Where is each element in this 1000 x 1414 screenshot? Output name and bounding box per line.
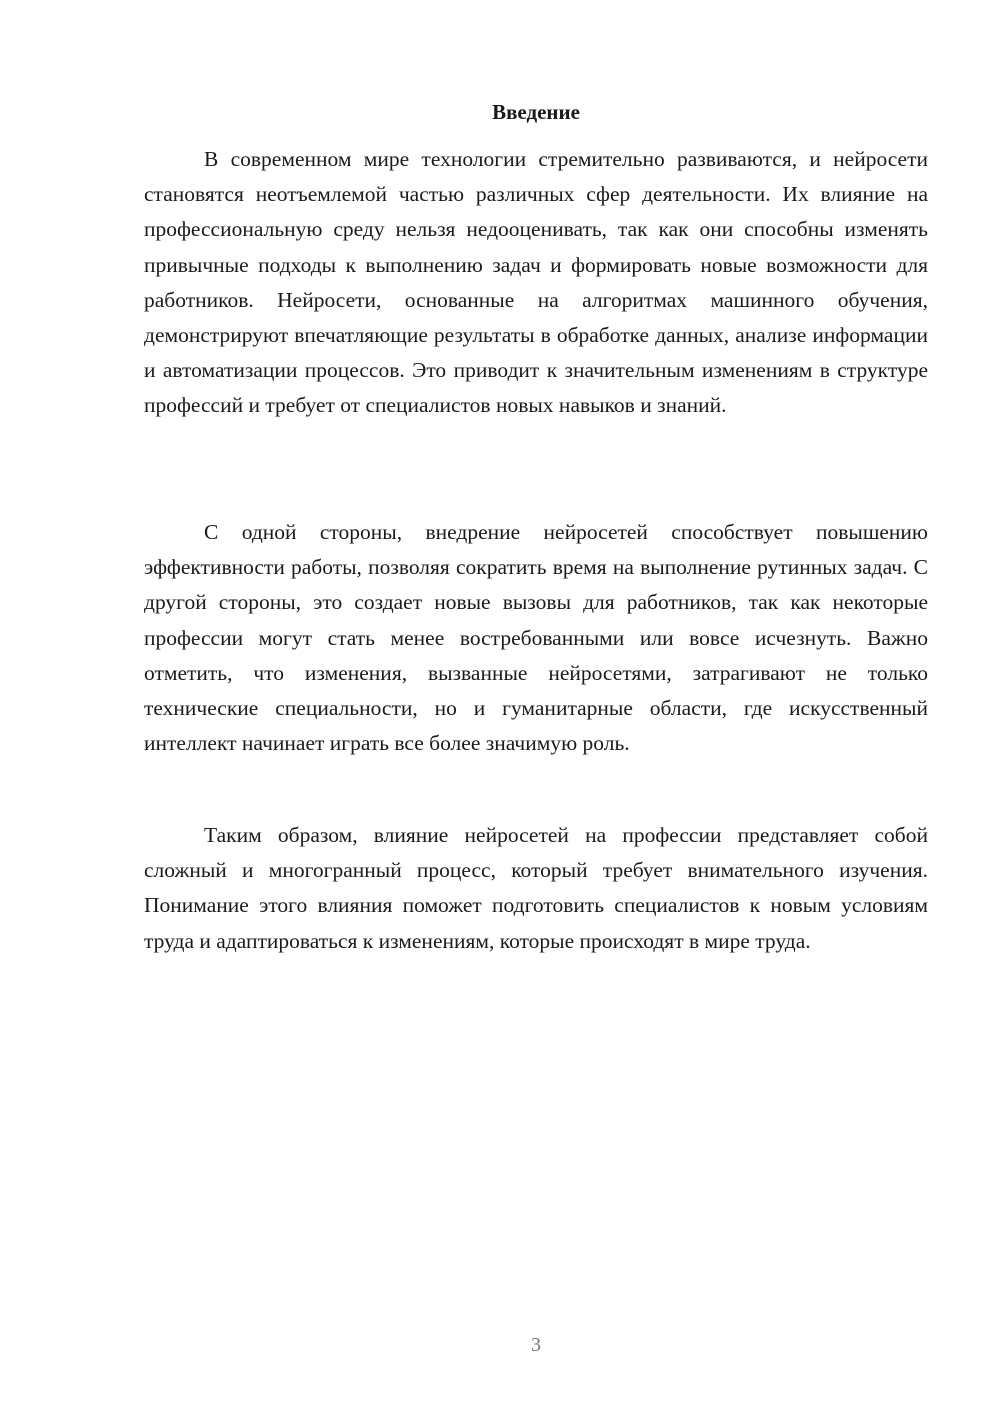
paragraph-3: Таким образом, влияние нейросетей на профессии представляет собой сложный и многогранный процесс, который требует внимательного изучения. Понимание этого влияния поможет подготовить специалистов к новым условиям труда и адаптироваться к изменениям, которые происходят в мире труда.: [144, 823, 928, 953]
paragraph-2: С одной стороны, внедрение нейросетей способствует повышению эффективности работы, позволяя сократить время на выполнение рутинных задач. С другой стороны, это создает новые вызовы для работников, так как некоторые профессии могут стать менее востребованными или вовсе исчезнуть. Важно отметить, что изменения, вызванные нейросетями, затрагивают не только технические специальности, но и гуманитарные области, где искусственный интеллект начинает играть все более значимую роль.: [144, 520, 928, 756]
paragraph-1: В современном мире технологии стремительно развиваются, и нейросети становятся неотъемлемой частью различных сфер деятельности. Их влияние на профессиональную среду нельзя недооценивать, так как они способны изменять привычные подходы к выполнению задач и формировать новые возможности для работников. Нейросети, основанные на алгоритмах машинного обучения, демонстрируют впечатляющие результаты в обработке данных, анализе информации и автоматизации процессов. Это приводит к значительным изменениям в структуре профессий и требует от специалистов новых навыков и знаний.: [144, 147, 928, 418]
page-title: Введение: [492, 100, 580, 124]
page-number: 3: [531, 1334, 541, 1356]
